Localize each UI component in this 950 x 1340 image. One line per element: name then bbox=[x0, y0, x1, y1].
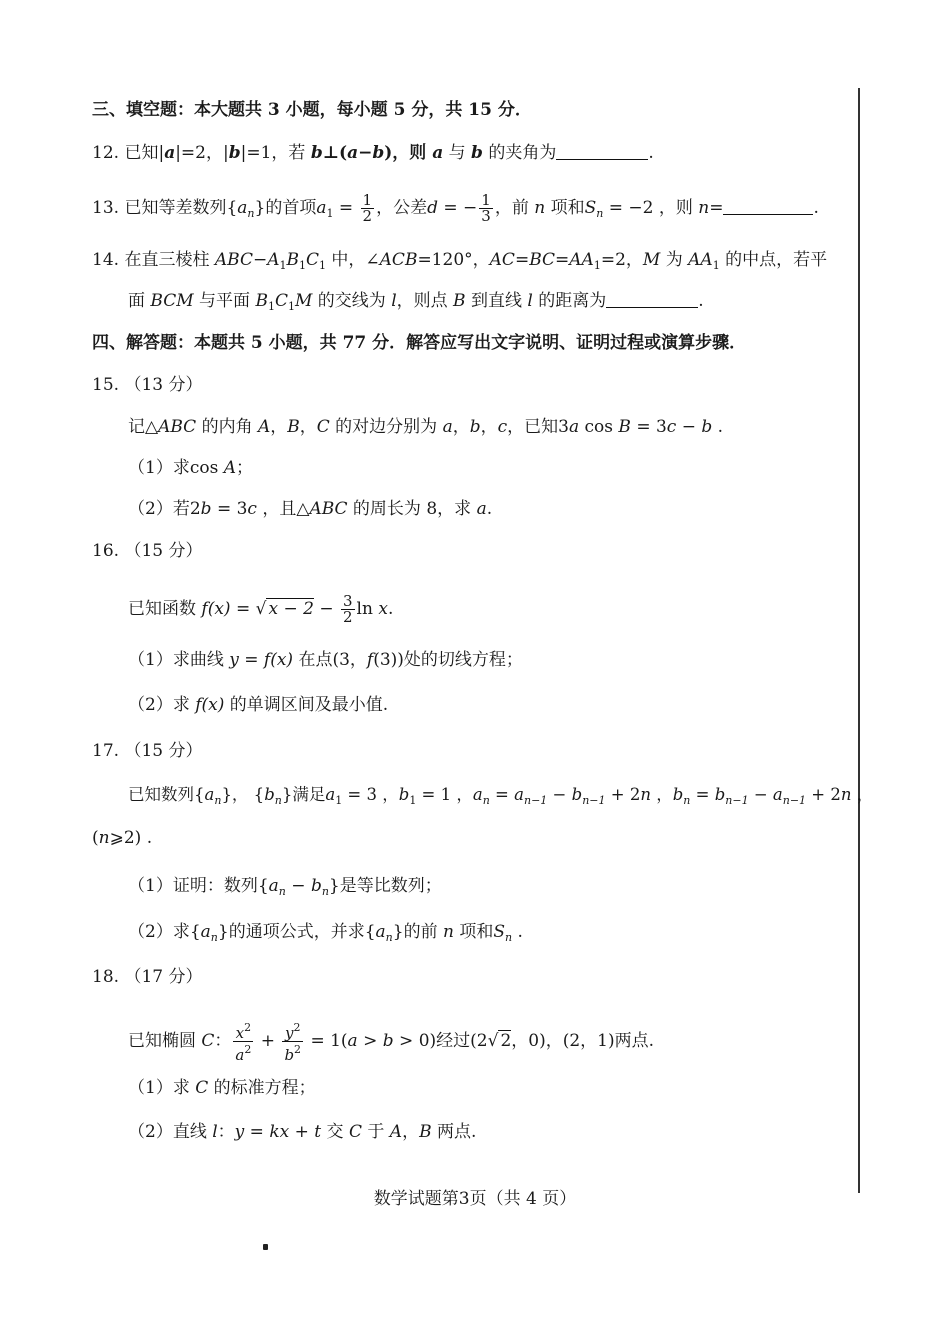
sqrt-sign: √ bbox=[255, 599, 267, 619]
question-18-header: 18. （17 分） bbox=[92, 967, 203, 987]
question-14-line-2: 面 BCM 与平面 $B_1C_1M$ 的交线为 l，则点 B 到直线 l 的距离为 . bbox=[128, 291, 704, 313]
margin-rule bbox=[858, 88, 860, 1193]
question-15-part-1: （1）求cos A； bbox=[128, 458, 253, 478]
question-18-part-1: （1）求 C 的标准方程； bbox=[128, 1078, 316, 1098]
question-17-part-1: （1）证明：数列$\{a_n - b_n\}$是等比数列； bbox=[128, 876, 442, 898]
question-17-part-2: （2）求$\{a_n\}$的通项公式，并求$\{a_n\}$的前 n 项和$S_n$ . bbox=[128, 922, 523, 944]
question-16-part-2: （2）求 f(x) 的单调区间及最小值. bbox=[128, 695, 389, 715]
question-18-stem: 已知椭圆 C： $\frac{x^2}{a^2}$ + $\frac{y^2}{b^2}$ = 1(a > b > 0)经过(2√ 2，0)，(2，1)两点. bbox=[128, 1021, 655, 1064]
question-16-stem: 已知函数 f(x) = √ x − 2 − $\frac{3}{2}$ ln x. bbox=[128, 592, 394, 626]
page-footer: 数学试题第3页（共 4 页） bbox=[373, 1189, 577, 1209]
answer-blank-13[interactable] bbox=[723, 198, 813, 215]
question-15-header: 15. （13 分） bbox=[92, 375, 203, 395]
q12-number: 12. bbox=[92, 143, 120, 163]
section-4-header: 四、解答题：本题共 5 小题，共 77 分．解答应写出文字说明、证明过程或演算步骤． bbox=[92, 333, 747, 353]
question-17-stem: 已知数列$\{a_n\}$， $\{b_n\}$满足$a_1 = 3$ ，$b_1 = 1$ ，$a_n = a_{n-1} - b_{n-1} + 2n$ ，$b_n = b_{n-1} - a_{n-1} + 2n$ ， bbox=[128, 785, 874, 807]
question-17-condition: (n⩾2) . bbox=[92, 828, 153, 848]
section-3-header: 三、填空题：本大题共 3 小题，每小题 5 分，共 15 分． bbox=[92, 100, 532, 120]
fraction-x2-over-a2: $\frac{x^2}{a^2}$ bbox=[235, 1021, 252, 1064]
question-13: 13. 已知等差数列$\{a_n\}$的首项$a_1$ = $\frac{1}{2}$ ，公差d = − $\frac{1}{3}$ ，前 n 项和$S_n = -2$ ，则 n= . bbox=[92, 191, 819, 225]
question-16-header: 16. （15 分） bbox=[92, 541, 203, 561]
fraction-three-halves: $\frac{3}{2}$ bbox=[343, 592, 353, 626]
question-14-line-1: 14. 在直三棱柱 $ABC-A_1B_1C_1$ 中，∠ACB=120°，$AC=BC=AA_1=2$，M 为 $AA_1$ 的中点，若平 bbox=[92, 250, 828, 272]
fraction-one-third: $\frac{1}{3}$ bbox=[481, 191, 491, 225]
answer-blank-14[interactable] bbox=[606, 291, 698, 308]
answer-blank-12[interactable] bbox=[556, 143, 648, 160]
question-16-part-1: （1）求曲线 y = f(x) 在点(3，f(3))处的切线方程； bbox=[128, 650, 523, 670]
fraction-one-half: $\frac{1}{2}$ bbox=[362, 191, 373, 225]
question-17-header: 17. （15 分） bbox=[92, 741, 203, 761]
question-15-part-2: （2）若2b = 3c ，且△ABC 的周长为 8，求 a. bbox=[128, 499, 493, 519]
question-18-part-2: （2）直线 l：y = kx + t 交 C 于 A，B 两点. bbox=[128, 1122, 477, 1142]
scan-speck bbox=[263, 1244, 268, 1250]
question-12: 12. 已知|a|=2，|b|=1，若 b⊥(a−b)，则 a 与 b 的夹角为 . bbox=[92, 143, 654, 163]
fraction-y2-over-b2: $\frac{y^2}{b^2}$ bbox=[284, 1021, 302, 1064]
question-15-stem: 记△ABC 的内角 A，B，C 的对边分别为 a，b，c，已知3a cos B = 3c − b . bbox=[128, 417, 724, 437]
sqrt-sign-2: √ bbox=[487, 1031, 499, 1051]
